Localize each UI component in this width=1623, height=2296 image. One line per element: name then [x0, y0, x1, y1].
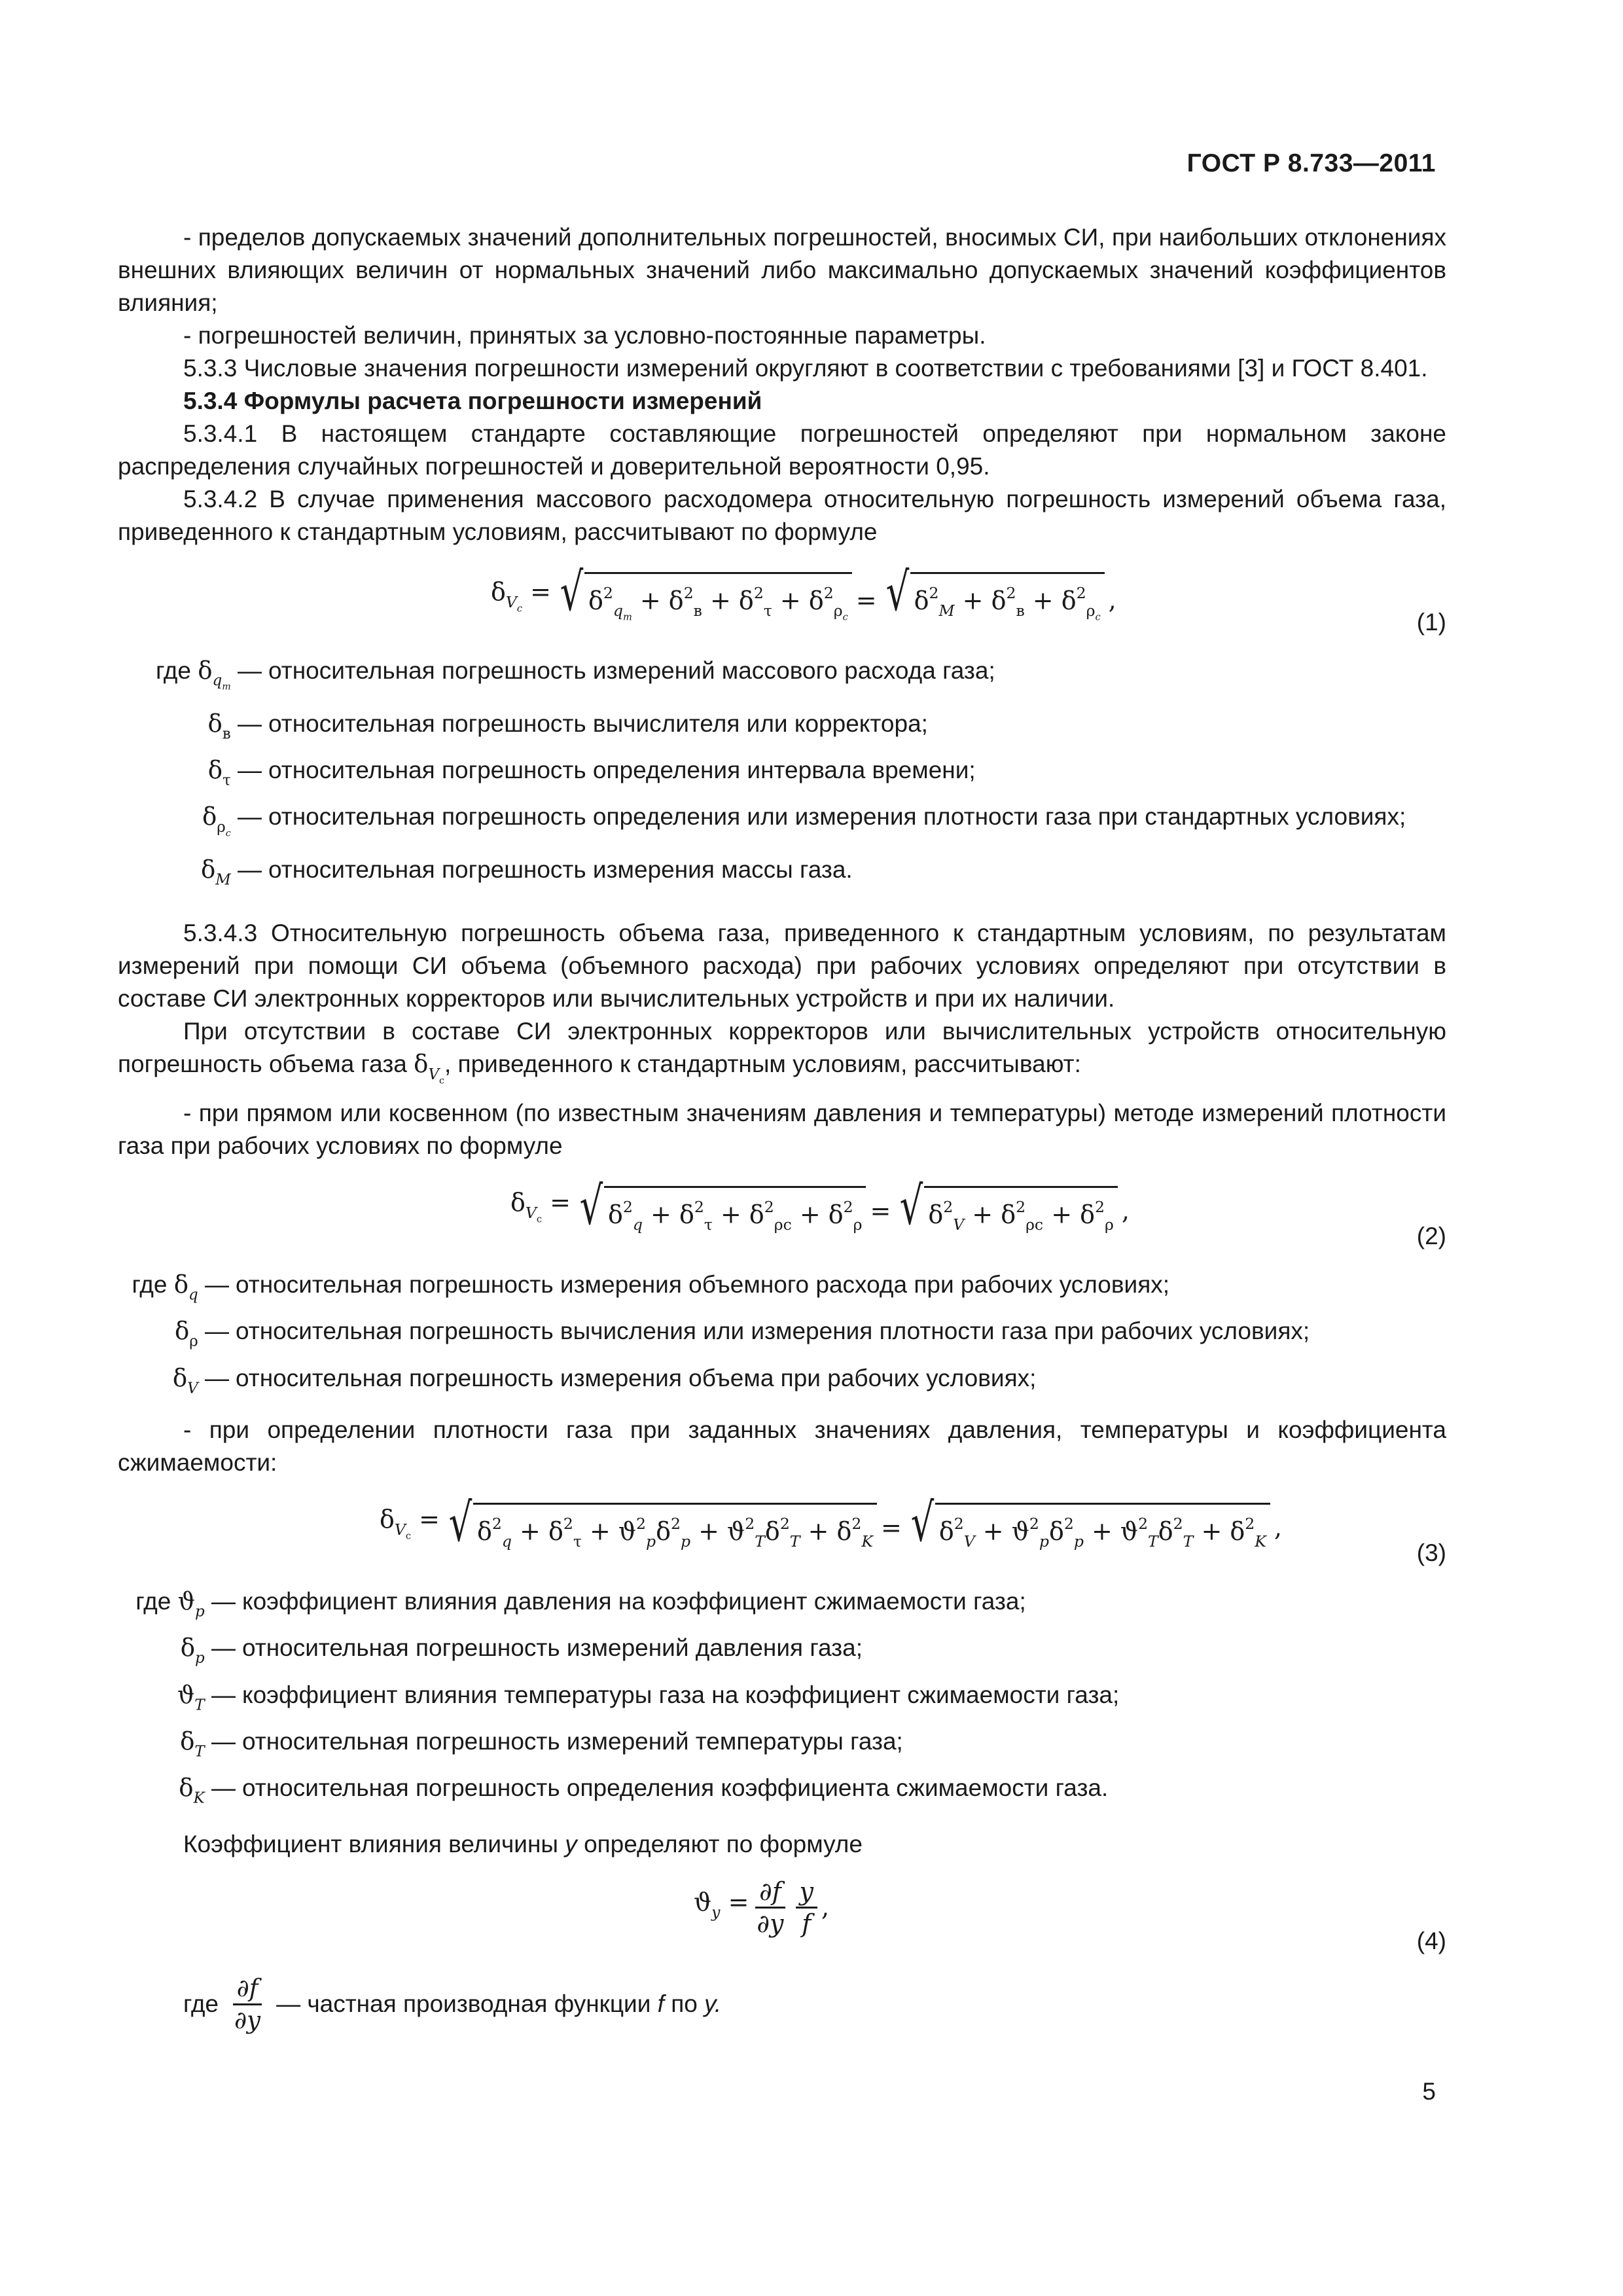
where-list-3	[118, 1585, 1446, 1815]
formula-number: (2)	[1416, 1223, 1446, 1250]
paragraph: 5.3.4.1 В настоящем стандарте составляющие погрешностей определяют при нормальном законе распределения случайных погрешностей и доверительной вероятности 0,95.	[118, 420, 1446, 480]
formula-number: (4)	[1416, 1927, 1446, 1954]
list-item: $\delta_\rho$ — относительная погрешность вычисления или измерения плотности газа при рабочих условиях;	[174, 1317, 1310, 1350]
formula-1-expression: $\delta_{V_c}$ = √ $\delta^2_{q_m} + \delta^2_в + \delta^2_\tau + \delta^2_{\rho_c}$ = √ $\delta^2_M + \delta^2_в + \delta^2_{\rho_c}$ ,	[491, 567, 1116, 634]
paragraph: 5.3.4.2 В случае применения массового расходомера относительную погрешность измерений объема газа, приведенного к стандартным условиям, рассчитывают по формуле	[118, 486, 1446, 545]
formula-2	[118, 1174, 1446, 1253]
list-item: $\delta_K$ — относительная погрешность определения коэффициента сжимаемости газа.	[179, 1774, 1109, 1807]
page-number: 5	[1422, 2078, 1436, 2105]
where-list-4: где $\frac{\partial f}{\partial y}$ — частная производная функции f по y.	[183, 1973, 722, 2034]
formula-4	[118, 1873, 1446, 1958]
list-item: где $ϑ_p$ — коэффициент влияния давления на коэффициент сжимаемости газа;	[135, 1587, 1026, 1621]
formula-2-expression: $\delta_{V_c}$ = √ $\delta^2_q + \delta^2_\tau + \delta^2_{\rho c} + \delta^2_\rho$ = √ $\delta^2_V + \delta^2_{\rho c} + \delta^2_\rho$ ,	[510, 1181, 1130, 1241]
list-item: $\delta_V$ — относительная погрешность измерения объема при рабочих условиях;	[172, 1363, 1037, 1397]
list-item: где $\delta_q$ — относительная погрешность измерения объемного расхода при рабочих условиях;	[132, 1270, 1170, 1304]
paragraph: 5.3.3 Числовые значения погрешности измерений округляют в соответствии с требованиями [3] и ГОСТ 8.401.	[183, 355, 1428, 382]
paragraph: - пределов допускаемых значений дополнительных погрешностей, вносимых СИ, при наибольших отклонениях внешних влияющих величин от нормальных значений либо максимально допускаемых значений коэффициентов влияния;	[118, 224, 1446, 316]
formula-3-expression: $\delta_{V_c}$ = √ $\delta^2_q + \delta^2_\tau + ϑ^2_p\delta^2_p + ϑ^2_T\delta^2_T + \delta^2_K$ = √ $\delta^2_V + ϑ^2_p\delta^2_p + ϑ^2_T\delta^2_T + \delta^2_K$ ,	[380, 1498, 1282, 1558]
formula-1	[118, 560, 1446, 639]
section-heading: 5.3.4 Формулы расчета погрешности измерений	[183, 387, 762, 414]
document-body	[118, 221, 1446, 2036]
where-list-2	[118, 1268, 1446, 1405]
document-header: ГОСТ Р 8.733—2011	[1186, 149, 1436, 177]
formula-number: (3)	[1416, 1539, 1446, 1566]
list-item: $\delta_M$ — относительная погрешность измерения массы газа.	[200, 855, 853, 889]
paragraph: - при определении плотности газа при заданных значениях давления, температуры и коэффициента сжимаемости:	[118, 1416, 1446, 1476]
list-item: где $\delta_{q_m}$ — относительная погрешность измерений массового расхода газа;	[155, 656, 995, 692]
formula-4-expression: $ϑ_y$ = $\frac{\partial f}{\partial y}$ $\frac{y}{f}$ ,	[694, 1876, 830, 1938]
list-item: $\delta_T$ — относительная погрешность измерений температуры газа;	[180, 1727, 903, 1761]
paragraph: - при прямом или косвенном (по известным значениям давления и температуры) методе измерений плотности газа при рабочих условиях по формуле	[118, 1100, 1446, 1160]
formula-3	[118, 1491, 1446, 1570]
where-list-1	[118, 655, 1446, 896]
list-item: $\delta_в$ — относительная погрешность вычислителя или корректора;	[207, 709, 928, 743]
paragraph: 5.3.4.3 Относительную погрешность объема газа, приведенного к стандартным условиям, по результатам измерений при помощи СИ объема (объемного расхода) при рабочих условиях определяют при отсутствии в составе СИ электронных корректоров или вычислительных устройств и при их наличии.	[118, 920, 1446, 1013]
paragraph: При отсутствии в составе СИ электронных корректоров или вычислительных устройств относительную погрешность объема газа $\delta_{V_c}$, приведенного к стандартным условиям, рассчитывают:	[118, 1018, 1446, 1086]
list-item: $ϑ_T$ — коэффициент влияния температуры газа на коэффициент сжимаемости газа;	[177, 1680, 1120, 1713]
paragraph: Коэффициент влияния величины y определяют по формуле	[183, 1830, 863, 1857]
list-item: $\delta_\tau$ — относительная погрешность определения интервала времени;	[207, 756, 976, 789]
list-item: $\delta_{\rho_c}$ — относительная погрешность определения или измерения плотности газа при стандартных условиях;	[202, 802, 1406, 839]
list-item: $\delta_p$ — относительная погрешность измерений давления газа;	[180, 1634, 863, 1667]
paragraph: - погрешностей величин, принятых за условно-постоянные параметры.	[183, 322, 986, 349]
formula-number: (1)	[1416, 609, 1446, 636]
